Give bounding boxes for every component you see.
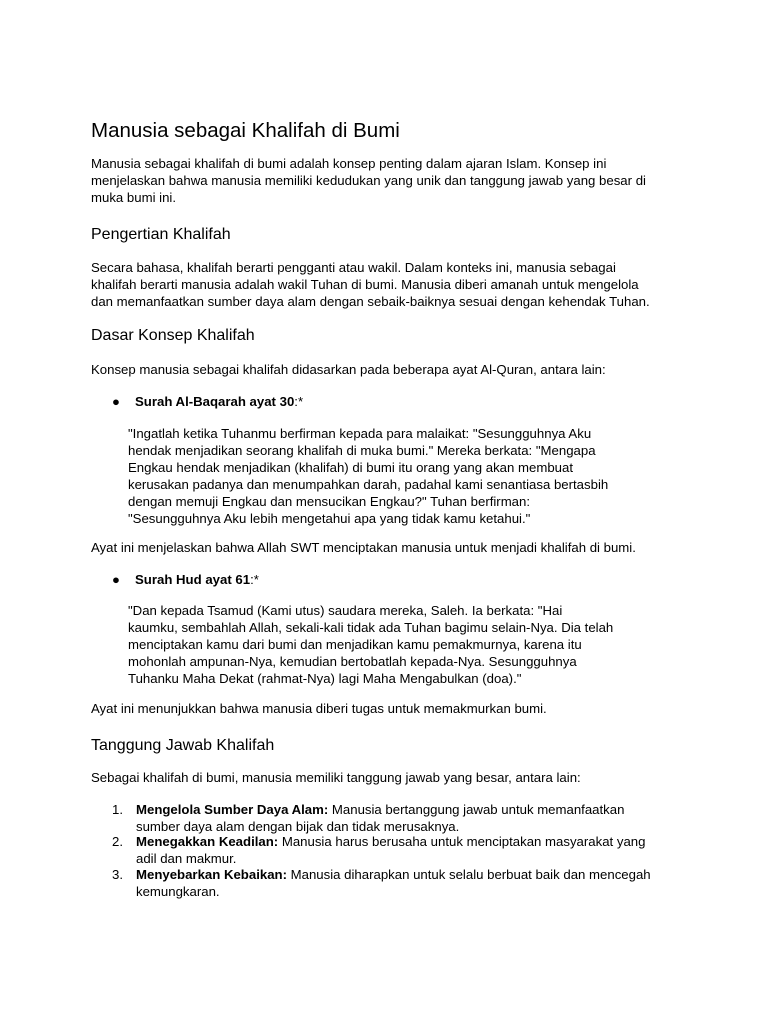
item-number: 1. (112, 802, 123, 817)
item-text: kemungkaran. (136, 884, 220, 899)
intro-line: muka bumi ini. (91, 190, 177, 205)
section-heading-pengertian: Pengertian Khalifah (91, 226, 231, 243)
pengertian-line: dan memanfaatkan sumber daya alam dengan sebaik-baiknya sesuai dengan kehendak Tuhan. (91, 294, 650, 309)
item-body (136, 866, 692, 900)
quote-line: dengan memuji Engkau dan mensucikan Engkau?" Tuhan berfirman: (128, 494, 531, 509)
numbered-item (112, 866, 692, 900)
tanggung-jawab-intro: Sebagai khalifah di bumi, manusia memiliki tanggung jawab yang besar, antara lain: (91, 770, 581, 785)
numbered-item (112, 833, 692, 867)
dasar-intro: Konsep manusia sebagai khalifah didasarkan pada beberapa ayat Al-Quran, antara lain: (91, 362, 606, 377)
item-label: Menegakkan Keadilan: (136, 834, 279, 849)
item-text: Manusia harus berusaha untuk menciptakan masyarakat yang (278, 834, 646, 849)
bullet-label: Surah Hud ayat 61 (135, 572, 251, 587)
item-number: 3. (112, 867, 123, 882)
item-number: 2. (112, 834, 123, 849)
item-text: Manusia diharapkan untuk selalu berbuat baik dan mencegah (286, 867, 651, 882)
item-text: Manusia bertanggung jawab untuk memanfaatkan (328, 802, 625, 817)
pengertian-paragraph (91, 259, 691, 310)
item-label: Menyebarkan Kebaikan: (136, 867, 287, 882)
quote-baqarah (128, 425, 668, 527)
bullet-item-hud (112, 571, 259, 588)
baqarah-explanation: Ayat ini menjelaskan bahwa Allah SWT menciptakan manusia untuk menjadi khalifah di bumi. (91, 540, 636, 555)
quote-hud (128, 602, 668, 687)
intro-paragraph (91, 155, 691, 206)
bullet-suffix: :* (250, 572, 259, 587)
quote-line: "Dan kepada Tsamud (Kami utus) saudara mereka, Saleh. Ia berkata: "Hai (128, 603, 563, 618)
item-text: sumber daya alam dengan bijak dan tidak merusaknya. (136, 819, 460, 834)
item-body (136, 833, 692, 867)
bullet-label: Surah Al-Baqarah ayat 30 (135, 394, 295, 409)
bullet-marker: ● (112, 572, 120, 587)
item-body (136, 801, 692, 835)
quote-line: hendak menjadikan seorang khalifah di muka bumi." Mereka berkata: "Mengapa (128, 443, 596, 458)
quote-line: menciptakan kamu dari bumi dan menjadikan kamu pemakmurnya, karena itu (128, 637, 582, 652)
intro-line: menjelaskan bahwa manusia memiliki kedudukan yang unik dan tanggung jawab yang besar di (91, 173, 646, 188)
quote-line: Engkau hendak menjadikan (khalifah) di bumi itu orang yang akan membuat (128, 460, 573, 475)
quote-line: kaumku, sembahlah Allah, sekali-kali tidak ada Tuhan bagimu selain-Nya. Dia telah (128, 620, 614, 635)
item-text: adil dan makmur. (136, 851, 237, 866)
pengertian-line: Secara bahasa, khalifah berarti pengganti atau wakil. Dalam konteks ini, manusia sebagai (91, 260, 616, 275)
bullet-suffix: :* (294, 394, 304, 409)
item-label: Mengelola Sumber Daya Alam: (136, 802, 329, 817)
bullet-item-baqarah (112, 393, 303, 410)
section-heading-dasar: Dasar Konsep Khalifah (91, 327, 255, 344)
quote-line: "Sesungguhnya Aku lebih mengetahui apa yang tidak kamu ketahui." (128, 511, 531, 526)
hud-explanation: Ayat ini menunjukkan bahwa manusia diberi tugas untuk memakmurkan bumi. (91, 701, 547, 716)
page-title: Manusia sebagai Khalifah di Bumi (91, 119, 400, 142)
numbered-item (112, 801, 692, 835)
bullet-marker: ● (112, 394, 120, 409)
quote-line: kerusakan padanya dan menumpahkan darah, padahal kami senantiasa bertasbih (128, 477, 609, 492)
quote-line: Tuhanku Maha Dekat (rahmat-Nya) lagi Maha Mengabulkan (doa)." (128, 671, 522, 686)
intro-line: Manusia sebagai khalifah di bumi adalah konsep penting dalam ajaran Islam. Konsep ini (91, 156, 607, 171)
quote-line: "Ingatlah ketika Tuhanmu berfirman kepada para malaikat: "Sesungguhnya Aku (128, 426, 592, 441)
quote-line: mohonlah ampunan-Nya, kemudian bertobatlah kepada-Nya. Sesungguhnya (128, 654, 577, 669)
pengertian-line: khalifah berarti manusia adalah wakil Tuhan di bumi. Manusia diberi amanah untuk mengelola (91, 277, 639, 292)
section-heading-tanggung-jawab: Tanggung Jawab Khalifah (91, 737, 275, 754)
